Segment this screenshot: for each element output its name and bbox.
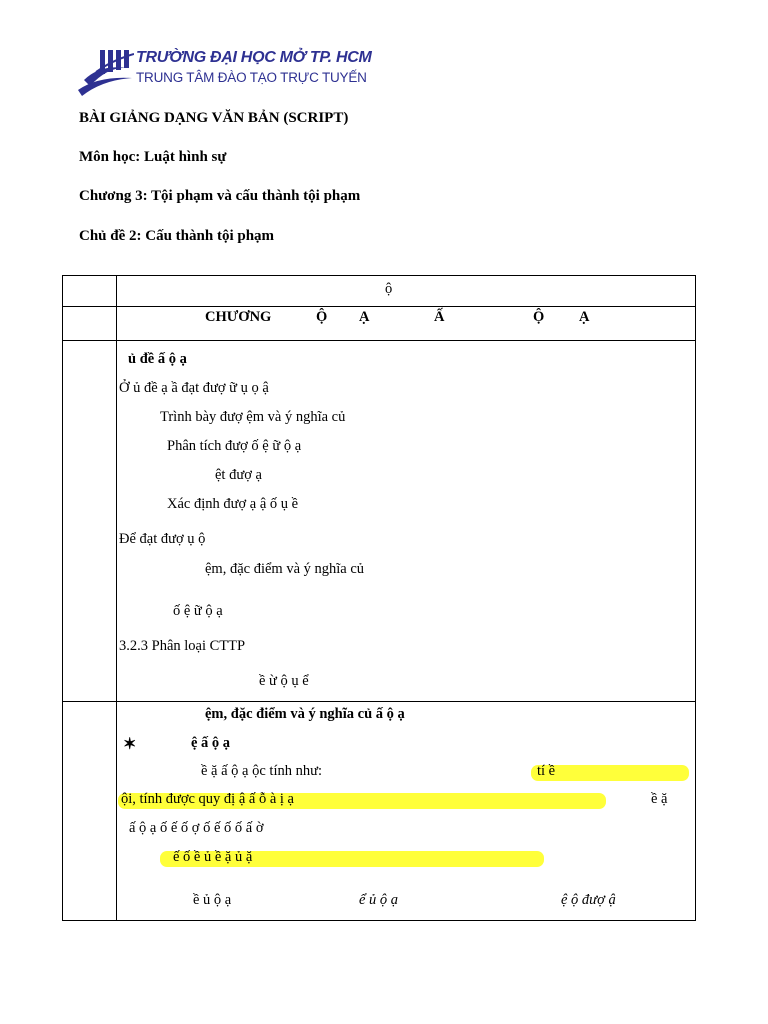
row-divider	[63, 340, 695, 341]
university-logo	[78, 46, 372, 96]
paragraph-line: ấ ộ ạ ố ế ố ợ ố ế ố ố ấ ờ	[129, 820, 264, 836]
highlighted-text: ế ố ề ủ ề ặ ủ ặ	[173, 849, 253, 865]
objective-item: ệt đượ ạ	[215, 467, 262, 483]
section-heading: ủ đề ấ ộ ạ	[128, 351, 187, 367]
chapter-word: Ạ	[579, 309, 590, 325]
star-bullet-icon: ✶	[123, 736, 137, 753]
highlighted-text: ội, tính được quy đị ậ ấ ỗ à ị ạ	[121, 791, 294, 807]
logo-line1: TRƯỜNG ĐẠI HỌC MỞ TP. HCM	[136, 49, 372, 66]
chapter-word: Ộ	[533, 309, 545, 325]
objective-item: Phân tích đượ ố ệ ữ ộ ạ	[167, 438, 302, 454]
paragraph-line: Ở ủ đề ạ ầ đạt đượ ữ ụ ọ ậ	[119, 380, 269, 396]
italic-text: ệ ộ đượ ậ	[561, 892, 616, 908]
italic-text: ể ủ ộ ạ	[359, 892, 399, 908]
paragraph-line: Để đạt đượ ụ ộ	[119, 531, 206, 547]
objective-item: Trình bày đượ ệm và ý nghĩa củ	[160, 409, 346, 425]
paragraph-line: ề ặ ấ ộ ạ ộc tính như:	[201, 763, 322, 779]
column-divider	[116, 276, 117, 920]
chapter-word: Ộ	[316, 309, 328, 325]
chapter-word: Ạ	[359, 309, 370, 325]
content-table	[62, 275, 696, 921]
row-divider	[63, 306, 695, 307]
book-globe-icon	[78, 46, 134, 96]
highlighted-text: tí ề	[537, 763, 556, 779]
paragraph-line: ề ủ ộ ạ	[193, 892, 232, 908]
row-divider	[63, 701, 695, 702]
objective-item: Xác định đượ ạ ậ ố ụ ề	[167, 496, 299, 512]
chapter-line: Chương 3: Tội phạm và cấu thành tội phạm	[79, 188, 361, 204]
content-item: 3.2.3 Phân loại CTTP	[119, 638, 246, 654]
content-item: ề ừ ộ ụ ể	[259, 673, 309, 689]
document-title: BÀI GIẢNG DẠNG VĂN BẢN (SCRIPT)	[79, 110, 349, 126]
chapter-word: Ấ	[434, 309, 445, 325]
content-item: ố ệ ữ ộ ạ	[173, 603, 223, 619]
topic-line: Chủ đề 2: Cấu thành tội phạm	[79, 228, 275, 244]
paragraph-line: ề ặ	[651, 791, 668, 807]
content-item: ệm, đặc điểm và ý nghĩa củ	[205, 561, 365, 577]
section-heading: ệm, đặc điểm và ý nghĩa củ ấ ộ ạ	[205, 706, 405, 722]
subsection-heading: ệ ấ ộ ạ	[191, 735, 231, 751]
chapter-word: CHƯƠNG	[205, 309, 272, 325]
logo-line2: TRUNG TÂM ĐÀO TẠO TRỰC TUYẾN	[136, 70, 367, 85]
row1-text: ộ	[385, 281, 393, 297]
subject-line: Môn học: Luật hình sự	[79, 149, 227, 165]
